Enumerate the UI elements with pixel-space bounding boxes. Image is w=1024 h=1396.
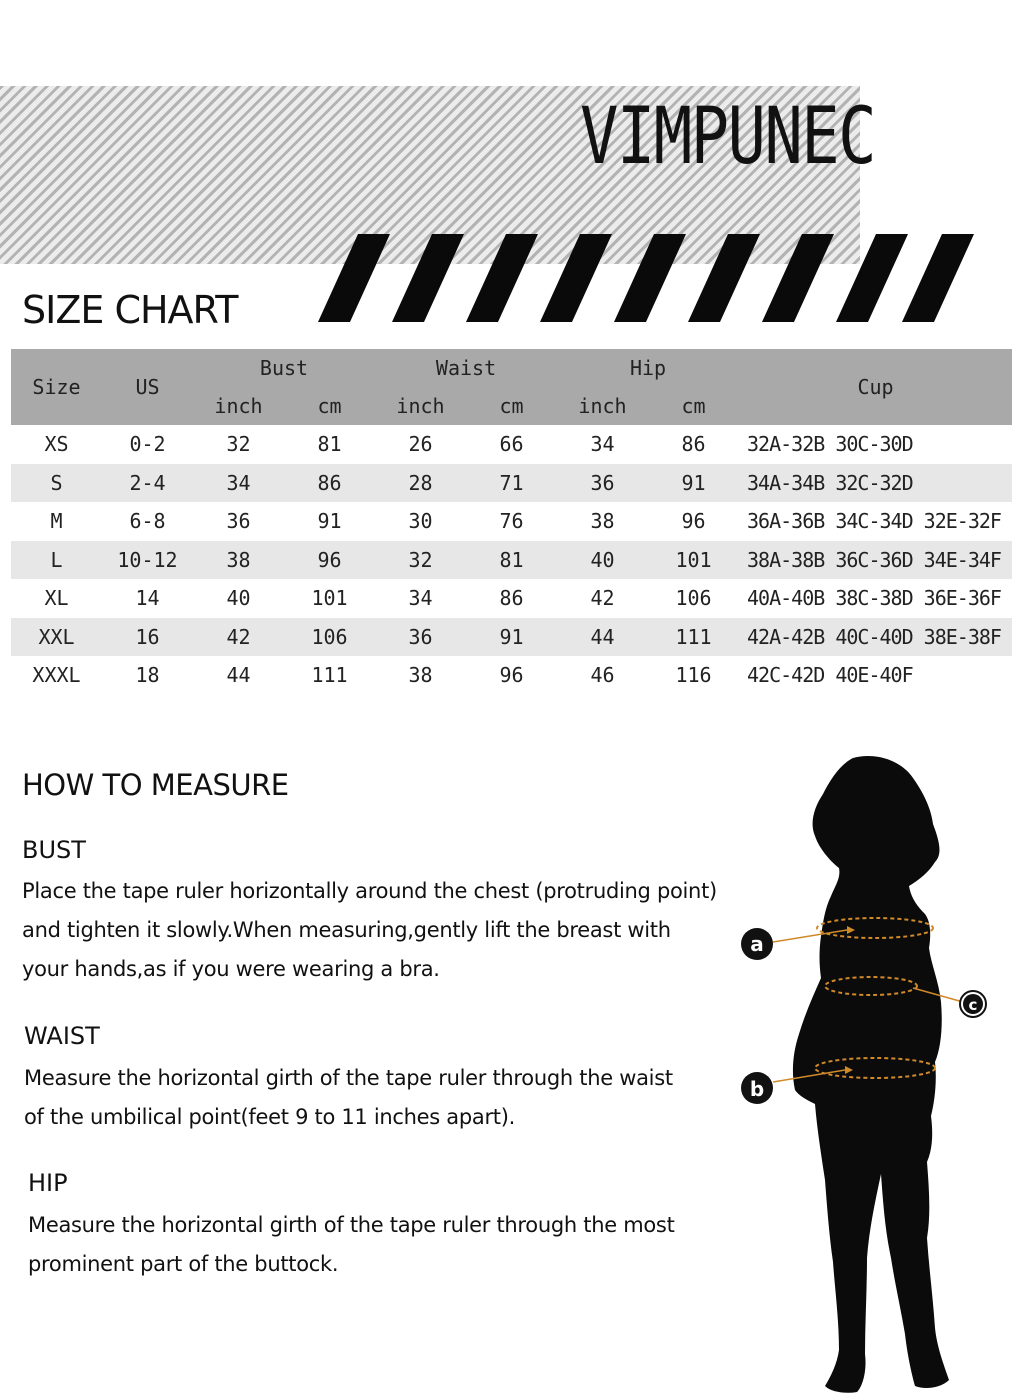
cell-waist-inch: 30 <box>375 502 466 541</box>
cell-cup: 42C-42D 40E-40F <box>739 656 1012 695</box>
cell-size: S <box>11 464 102 503</box>
cell-waist-cm: 71 <box>466 464 557 503</box>
svg-text:b: b <box>749 1077 765 1101</box>
cell-hip-inch: 42 <box>557 579 648 618</box>
hip-line: prominent part of the buttock. <box>28 1252 339 1276</box>
cell-waist-inch: 26 <box>375 425 466 464</box>
cell-size: XXL <box>11 618 102 657</box>
cell-hip-cm: 96 <box>648 502 739 541</box>
bust-line: Place the tape ruler horizontally around the chest (protruding point) <box>22 879 717 903</box>
marker-b <box>741 1072 773 1104</box>
cell-size: M <box>11 502 102 541</box>
hip-description <box>28 1206 768 1284</box>
cell-cup: 32A-32B 30C-30D <box>739 425 1012 464</box>
cell-bust-cm: 91 <box>284 502 375 541</box>
body-measurement-figure <box>735 750 1024 1396</box>
cell-bust-inch: 40 <box>193 579 284 618</box>
cell-bust-cm: 106 <box>284 618 375 657</box>
waist-line: of the umbilical point(feet 9 to 11 inches apart). <box>24 1105 516 1129</box>
cell-hip-cm: 86 <box>648 425 739 464</box>
cell-bust-inch: 42 <box>193 618 284 657</box>
table-row <box>11 618 1012 657</box>
cell-cup: 42A-42B 40C-40D 38E-38F <box>739 618 1012 657</box>
cell-hip-inch: 36 <box>557 464 648 503</box>
how-to-measure-title: HOW TO MEASURE <box>22 768 289 802</box>
brand-logo: VIMPUNEC <box>580 92 875 182</box>
svg-text:c: c <box>968 996 978 1014</box>
cell-us: 16 <box>102 618 193 657</box>
hip-line: Measure the horizontal girth of the tape ruler through the most <box>28 1213 675 1237</box>
bust-description <box>22 872 762 989</box>
table-row <box>11 502 1012 541</box>
table-row <box>11 579 1012 618</box>
cell-waist-inch: 34 <box>375 579 466 618</box>
cell-waist-cm: 86 <box>466 579 557 618</box>
cell-cup: 36A-36B 34C-34D 32E-32F <box>739 502 1012 541</box>
cell-cup: 40A-40B 38C-38D 36E-36F <box>739 579 1012 618</box>
cell-hip-inch: 34 <box>557 425 648 464</box>
header-waist: Waist <box>375 349 557 387</box>
cell-waist-cm: 81 <box>466 541 557 580</box>
size-chart-table <box>11 349 1012 695</box>
header-size: Size <box>11 349 102 425</box>
cell-us: 18 <box>102 656 193 695</box>
cell-waist-inch: 38 <box>375 656 466 695</box>
cell-bust-inch: 36 <box>193 502 284 541</box>
cell-size: XL <box>11 579 102 618</box>
cell-bust-inch: 32 <box>193 425 284 464</box>
svg-text:a: a <box>750 932 764 956</box>
cell-waist-inch: 28 <box>375 464 466 503</box>
cell-waist-inch: 36 <box>375 618 466 657</box>
table-row <box>11 656 1012 695</box>
cell-bust-inch: 44 <box>193 656 284 695</box>
cell-us: 6-8 <box>102 502 193 541</box>
header-hip: Hip <box>557 349 739 387</box>
cell-hip-inch: 46 <box>557 656 648 695</box>
cell-hip-cm: 106 <box>648 579 739 618</box>
cell-us: 14 <box>102 579 193 618</box>
cell-hip-cm: 91 <box>648 464 739 503</box>
cell-us: 0-2 <box>102 425 193 464</box>
cell-bust-cm: 111 <box>284 656 375 695</box>
cell-bust-cm: 81 <box>284 425 375 464</box>
header-cup: Cup <box>739 349 1012 425</box>
header-waist-cm: cm <box>466 387 557 425</box>
header-bust-inch: inch <box>193 387 284 425</box>
bust-title: BUST <box>22 836 86 864</box>
header-bust: Bust <box>193 349 375 387</box>
bust-line: your hands,as if you were wearing a bra. <box>22 957 440 981</box>
cell-waist-inch: 32 <box>375 541 466 580</box>
cell-hip-cm: 101 <box>648 541 739 580</box>
cell-waist-cm: 66 <box>466 425 557 464</box>
cell-size: XS <box>11 425 102 464</box>
size-chart-title: SIZE CHART <box>22 288 238 332</box>
cell-bust-cm: 96 <box>284 541 375 580</box>
marker-c <box>960 991 986 1017</box>
waist-description <box>24 1059 764 1137</box>
header-us: US <box>102 349 193 425</box>
cell-bust-cm: 86 <box>284 464 375 503</box>
hip-title: HIP <box>28 1169 68 1197</box>
table-row <box>11 425 1012 464</box>
cell-waist-cm: 96 <box>466 656 557 695</box>
cell-hip-inch: 40 <box>557 541 648 580</box>
cell-waist-cm: 91 <box>466 618 557 657</box>
bust-line: and tighten it slowly.When measuring,gently lift the breast with <box>22 918 671 942</box>
table-row <box>11 464 1012 503</box>
cell-cup: 34A-34B 32C-32D <box>739 464 1012 503</box>
header-waist-inch: inch <box>375 387 466 425</box>
cell-waist-cm: 76 <box>466 502 557 541</box>
cell-hip-cm: 111 <box>648 618 739 657</box>
decorative-stripes <box>318 232 978 324</box>
cell-bust-inch: 34 <box>193 464 284 503</box>
cell-hip-inch: 38 <box>557 502 648 541</box>
waist-title: WAIST <box>24 1022 100 1050</box>
cell-hip-cm: 116 <box>648 656 739 695</box>
cell-cup: 38A-38B 36C-36D 34E-34F <box>739 541 1012 580</box>
cell-size: L <box>11 541 102 580</box>
header-hip-cm: cm <box>648 387 739 425</box>
marker-a <box>741 928 773 960</box>
waist-line: Measure the horizontal girth of the tape ruler through the waist <box>24 1066 673 1090</box>
cell-hip-inch: 44 <box>557 618 648 657</box>
header-hip-inch: inch <box>557 387 648 425</box>
cell-bust-cm: 101 <box>284 579 375 618</box>
table-row <box>11 541 1012 580</box>
cell-size: XXXL <box>11 656 102 695</box>
cell-bust-inch: 38 <box>193 541 284 580</box>
cell-us: 2-4 <box>102 464 193 503</box>
cell-us: 10-12 <box>102 541 193 580</box>
header-bust-cm: cm <box>284 387 375 425</box>
